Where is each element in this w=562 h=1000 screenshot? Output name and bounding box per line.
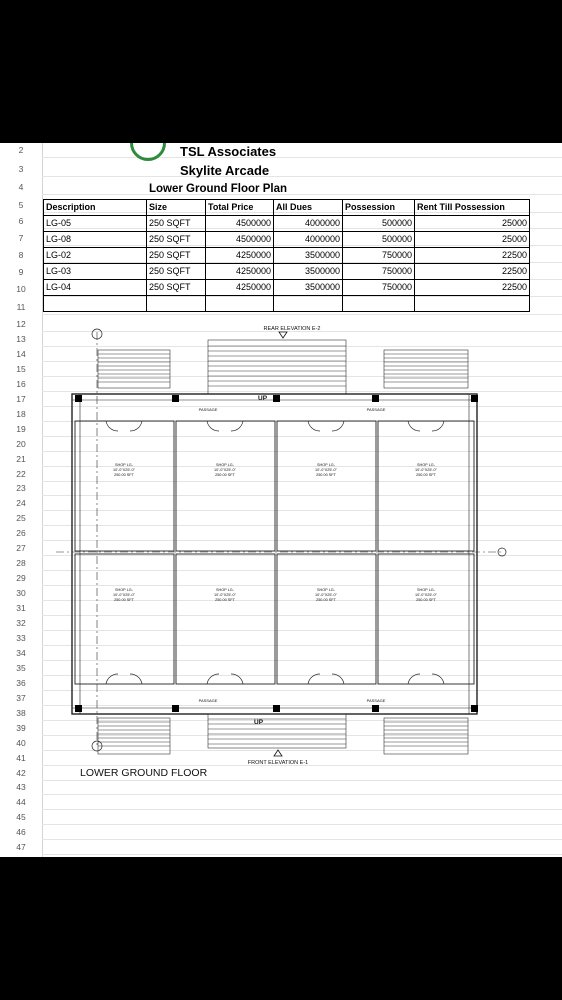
row-number[interactable]: 13	[16, 333, 26, 344]
row-number[interactable]: 8	[18, 250, 24, 260]
row-number[interactable]: 26	[16, 528, 26, 539]
table-cell[interactable]	[206, 296, 274, 312]
column-header[interactable]: All Dues	[274, 200, 343, 216]
row-number[interactable]: 33	[16, 632, 26, 643]
table-cell[interactable]: 250 SQFT	[147, 216, 206, 232]
passage-label: PASSAGE	[366, 407, 386, 412]
row-number[interactable]: 35	[16, 662, 26, 673]
table-cell[interactable]: 4500000	[206, 232, 274, 248]
row-line	[42, 839, 562, 840]
table-row-empty	[44, 296, 530, 312]
row-number[interactable]: 17	[16, 393, 26, 404]
svg-text:SHOP LG-: SHOP LG-	[114, 588, 134, 592]
svg-text:10'-0"X25'-0": 10'-0"X25'-0"	[415, 468, 437, 472]
row-number[interactable]: 6	[18, 216, 24, 226]
stair-right-bottom	[384, 718, 468, 754]
table-cell[interactable]: 3500000	[274, 264, 343, 280]
row-number[interactable]: 10	[16, 284, 26, 294]
table-cell[interactable]: 500000	[343, 216, 415, 232]
svg-text:250.00 SFT: 250.00 SFT	[416, 473, 436, 477]
table-cell[interactable]: LG-03	[44, 264, 147, 280]
project-name: Skylite Arcade	[180, 163, 270, 178]
table-cell[interactable]: 22500	[415, 264, 530, 280]
svg-text:10'-0"X25'-0": 10'-0"X25'-0"	[214, 468, 236, 472]
row-line	[42, 194, 562, 195]
structural-columns	[75, 395, 478, 712]
row-number[interactable]: 23	[16, 483, 26, 494]
stair-left-bottom	[98, 718, 170, 754]
passage-label: PASSAGE	[366, 698, 386, 703]
row-number[interactable]: 27	[16, 543, 26, 554]
row-number[interactable]: 24	[16, 498, 26, 509]
row-number[interactable]: 16	[16, 378, 26, 389]
row-number[interactable]: 37	[16, 692, 26, 703]
svg-text:250.00 SFT: 250.00 SFT	[316, 598, 336, 602]
row-number[interactable]: 32	[16, 618, 26, 628]
svg-text:250.00 SFT: 250.00 SFT	[215, 473, 235, 477]
table-cell[interactable]	[147, 296, 206, 312]
table-cell[interactable]: 4250000	[206, 280, 274, 296]
svg-text:SHOP LG-: SHOP LG-	[316, 588, 336, 592]
table-cell[interactable]: 4000000	[274, 232, 343, 248]
row-number[interactable]: 43	[16, 782, 26, 793]
row-number[interactable]: 7	[18, 233, 24, 243]
row-number[interactable]: 45	[16, 812, 26, 823]
front-elevation-label: FRONT ELEVATION E-1	[247, 760, 309, 766]
row-number[interactable]: 3	[18, 164, 24, 174]
row-number[interactable]: 40	[16, 737, 26, 748]
table-cell[interactable]: 4500000	[206, 216, 274, 232]
row-number[interactable]: 19	[16, 423, 26, 434]
floor-plan-drawing	[42, 318, 522, 838]
row-number[interactable]: 36	[16, 677, 26, 688]
table-cell[interactable]: 4000000	[274, 216, 343, 232]
row-line	[42, 314, 562, 315]
table-cell[interactable]: LG-05	[44, 216, 147, 232]
row-number[interactable]: 38	[16, 707, 26, 718]
row-number[interactable]: 31	[16, 603, 26, 614]
row-number[interactable]: 4	[18, 182, 24, 192]
svg-text:10'-0"X25'-0": 10'-0"X25'-0"	[415, 593, 437, 597]
spreadsheet-view	[0, 143, 562, 857]
row-line	[42, 157, 562, 158]
row-number[interactable]: 15	[16, 363, 26, 374]
stair-right-top	[384, 350, 468, 388]
row-number[interactable]: 2	[18, 145, 24, 155]
stair-up-label: UP	[254, 719, 264, 726]
svg-text:SHOP LG-: SHOP LG-	[316, 463, 336, 467]
table-cell[interactable]	[274, 296, 343, 312]
table-cell[interactable]: 750000	[343, 248, 415, 264]
row-number[interactable]: 30	[16, 588, 26, 599]
row-number[interactable]: 12	[16, 319, 26, 329]
table-cell[interactable]: 25000	[415, 216, 530, 232]
column-header[interactable]: Possession	[343, 200, 415, 216]
passage-label: PASSAGE	[198, 698, 218, 703]
column-header[interactable]: Rent Till Possession	[415, 200, 530, 216]
table-header-row	[44, 200, 530, 216]
row-number[interactable]: 39	[16, 722, 26, 733]
elevation-marker-icon	[274, 750, 282, 756]
table-row	[44, 232, 530, 248]
svg-text:10'-0"X25'-0": 10'-0"X25'-0"	[113, 593, 135, 597]
row-number[interactable]: 28	[16, 558, 26, 569]
table-cell[interactable]: 250 SQFT	[147, 248, 206, 264]
table-cell[interactable]: 250 SQFT	[147, 264, 206, 280]
svg-text:250.00 SFT: 250.00 SFT	[114, 598, 134, 602]
plan-caption: LOWER GROUND FLOOR	[80, 767, 208, 779]
row-number[interactable]: 34	[16, 647, 26, 658]
svg-text:SHOP LG-: SHOP LG-	[114, 463, 134, 467]
table-cell[interactable]: 25000	[415, 232, 530, 248]
svg-text:250.00 SFT: 250.00 SFT	[316, 473, 336, 477]
table-cell[interactable]: LG-02	[44, 248, 147, 264]
row-number[interactable]: 41	[16, 752, 26, 763]
row-number[interactable]: 18	[16, 408, 26, 419]
row-number[interactable]: 5	[18, 200, 24, 210]
row-line	[42, 854, 562, 855]
svg-text:250.00 SFT: 250.00 SFT	[215, 598, 235, 602]
svg-text:10'-0"X25'-0": 10'-0"X25'-0"	[214, 593, 236, 597]
table-cell[interactable]: 22500	[415, 248, 530, 264]
svg-text:SHOP LG-: SHOP LG-	[215, 463, 235, 467]
table-cell[interactable]: 3500000	[274, 280, 343, 296]
row-number[interactable]: 25	[16, 513, 26, 524]
floor-title: Lower Ground Floor Plan	[149, 183, 287, 195]
stair-center-top	[208, 340, 346, 394]
row-number[interactable]: 14	[16, 348, 26, 359]
column-header[interactable]: Size	[147, 200, 206, 216]
elevation-marker-icon	[279, 332, 287, 338]
passage-label: PASSAGE	[198, 407, 218, 412]
table-cell[interactable]: LG-04	[44, 280, 147, 296]
row-number[interactable]: 29	[16, 573, 26, 584]
table-cell[interactable]: 250 SQFT	[147, 232, 206, 248]
svg-text:250.00 SFT: 250.00 SFT	[416, 598, 436, 602]
table-row	[44, 264, 530, 280]
column-header[interactable]: Description	[44, 200, 147, 216]
column-header[interactable]: Total Price	[206, 200, 274, 216]
svg-text:250.00 SFT: 250.00 SFT	[114, 473, 134, 477]
stair-up-label: UP	[258, 395, 268, 402]
row-number[interactable]: 42	[16, 767, 26, 778]
table-cell[interactable]: 500000	[343, 232, 415, 248]
table-cell[interactable]: LG-08	[44, 232, 147, 248]
table-cell[interactable]: 750000	[343, 264, 415, 280]
svg-text:SHOP LG-: SHOP LG-	[215, 588, 235, 592]
table-cell[interactable]: 3500000	[274, 248, 343, 264]
svg-text:10'-0"X25'-0": 10'-0"X25'-0"	[315, 468, 337, 472]
row-number[interactable]: 9	[18, 267, 24, 277]
row-line	[42, 176, 562, 177]
table-cell[interactable]	[44, 296, 147, 312]
svg-text:10'-0"X25'-0": 10'-0"X25'-0"	[113, 468, 135, 472]
row-number[interactable]: 11	[16, 302, 26, 312]
table-cell[interactable]	[415, 296, 530, 312]
table-row	[44, 216, 530, 232]
table-cell[interactable]: 750000	[343, 280, 415, 296]
table-row	[44, 280, 530, 296]
table-cell[interactable]: 22500	[415, 280, 530, 296]
row-number[interactable]: 22	[16, 468, 26, 479]
price-table	[43, 199, 530, 312]
logo-icon	[130, 143, 166, 161]
stair-left-top	[98, 350, 170, 388]
svg-text:10'-0"X25'-0": 10'-0"X25'-0"	[315, 593, 337, 597]
table-cell[interactable]: 4250000	[206, 264, 274, 280]
row-number-column	[0, 143, 43, 857]
shop-grid	[75, 421, 474, 684]
table-row	[44, 248, 530, 264]
stair-center-bottom	[208, 714, 346, 748]
svg-text:SHOP LG-: SHOP LG-	[416, 588, 436, 592]
row-number[interactable]: 21	[16, 453, 26, 464]
table-cell[interactable]: 250 SQFT	[147, 280, 206, 296]
row-number[interactable]: 47	[16, 842, 26, 853]
row-number[interactable]: 44	[16, 797, 26, 808]
row-number[interactable]: 20	[16, 438, 26, 449]
svg-text:SHOP LG-: SHOP LG-	[416, 463, 436, 467]
table-cell[interactable]	[343, 296, 415, 312]
table-cell[interactable]: 4250000	[206, 248, 274, 264]
row-number[interactable]: 46	[16, 827, 26, 838]
rear-elevation-label: REAR ELEVATION E-2	[263, 326, 321, 332]
company-name: TSL Associates	[180, 144, 277, 159]
